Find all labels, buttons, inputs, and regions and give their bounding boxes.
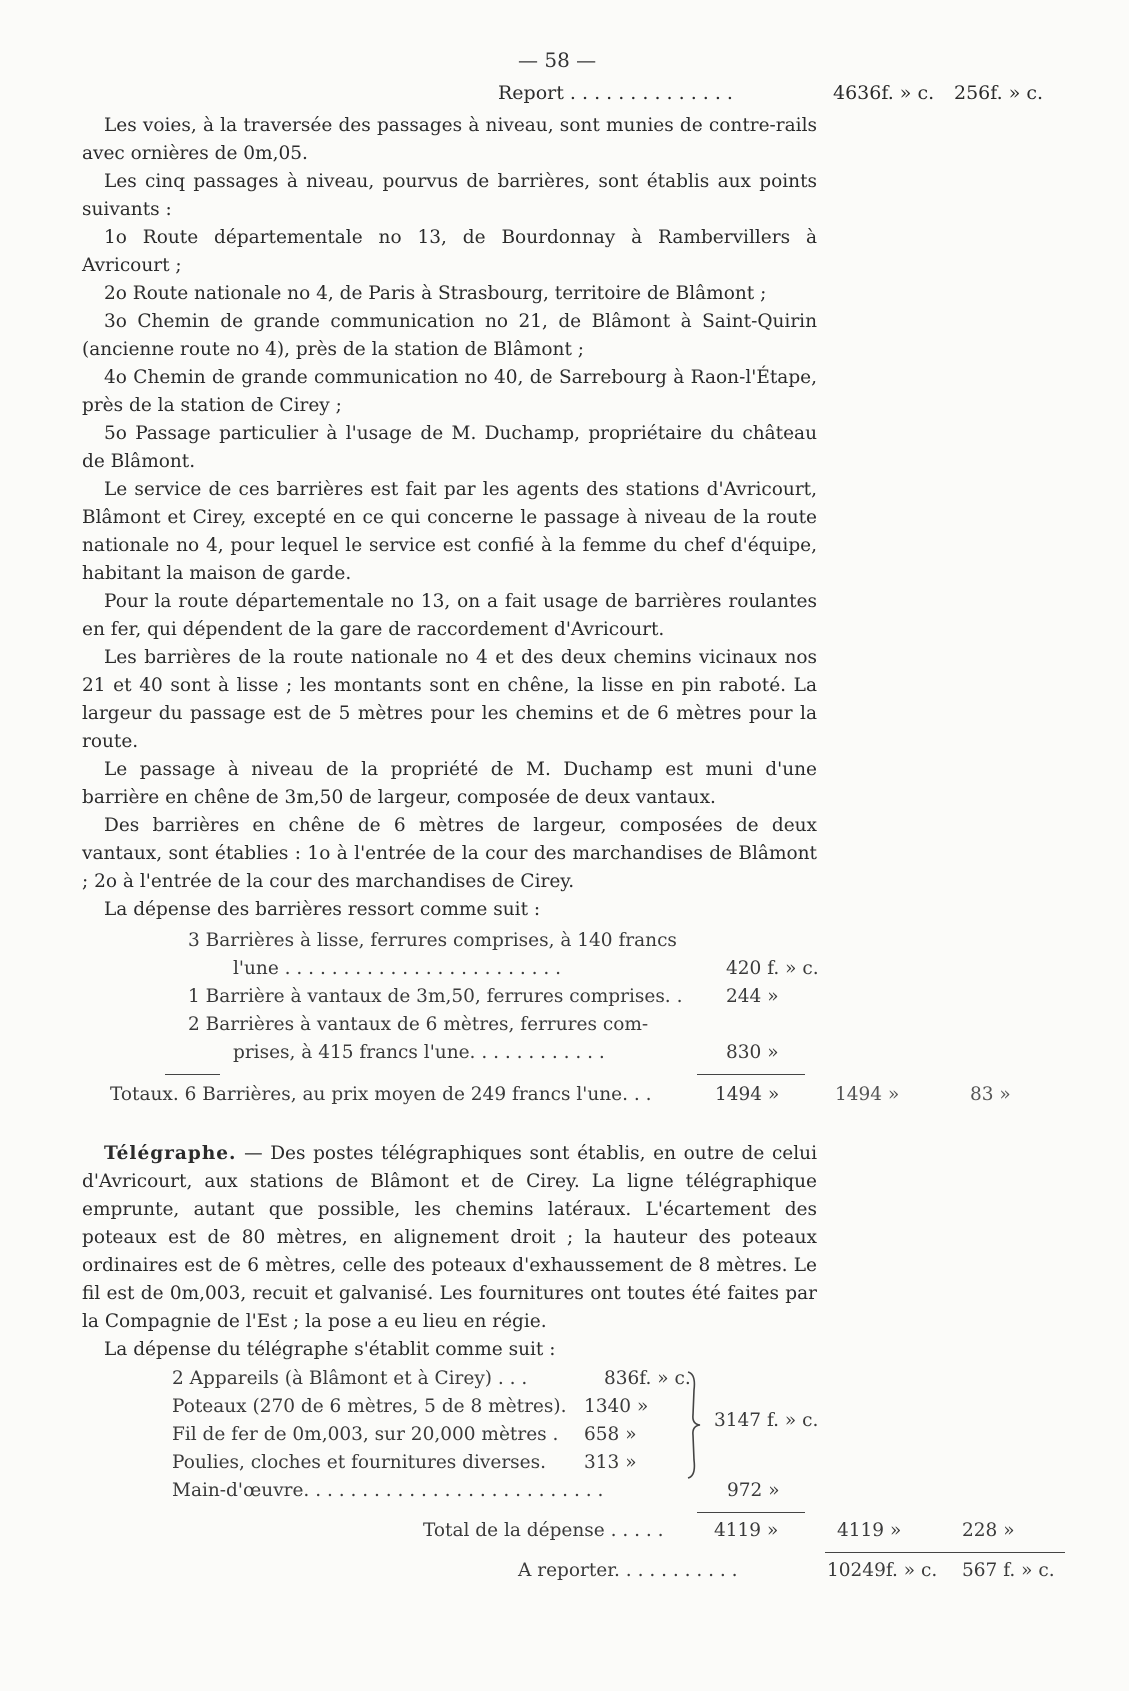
- list-item-4: 4o Chemin de grande communication no 40, de Sarrebourg à Raon-l'Étape, près de la station de Cirey ;: [82, 367, 817, 416]
- report-value-1: 4636f. » c.: [833, 82, 935, 104]
- telegraphe-row-2-label: Poteaux (270 de 6 mètres, 5 de 8 mètres).: [172, 1396, 567, 1417]
- barriere-row-1-label: 3 Barrières à lisse, ferrures comprises, à 140 francs: [188, 930, 677, 951]
- barriere-row-3-cont: prises, à 415 francs l'une. . . . . . . . . . . .: [233, 1042, 605, 1063]
- paragraph-route-13: Pour la route départementale no 13, on a fait usage de barrières roulantes en fer, qui dépendent de la gare de raccordement d'Avricourt.: [82, 591, 817, 640]
- divider: [697, 1512, 805, 1513]
- divider: [165, 1074, 220, 1075]
- telegraphe-text: — Des postes télégraphiques sont établis, en outre de celui d'Avricourt, aux stations de Blâmont et de Cirey. La ligne télégraphique emprunte, autant que possible, les chemins latéraux. L'écartement des poteaux est de 80 mètres, en alignement droit ; la hauteur des poteaux ordinaires est de 6 mètres, celle des poteaux d'exhaussement de 8 mètres. Le fil est de 0m,003, recuit et galvanisé. Les fournitures ont toutes été faites par la Compagnie de l'Est ; la pose a eu lieu en régie.: [82, 1143, 817, 1332]
- barriere-row-2-value: 244 »: [726, 986, 779, 1007]
- telegraphe-row-3-label: Fil de fer de 0m,003, sur 20,000 mètres .: [172, 1424, 559, 1445]
- barriere-row-1-value: 420 f. » c.: [726, 958, 819, 979]
- barrieres-total-value: 1494 »: [715, 1084, 780, 1105]
- a-reporter-value-2: 567 f. » c.: [962, 1560, 1055, 1581]
- barriere-row-3-value: 830 »: [726, 1042, 779, 1063]
- telegraphe-row-1-value: 836f. » c.: [604, 1368, 691, 1389]
- a-reporter-value-1: 10249f. » c.: [827, 1560, 938, 1581]
- divider: [697, 1074, 805, 1075]
- list-item-5: 5o Passage particulier à l'usage de M. Duchamp, propriétaire du château de Blâmont.: [82, 423, 817, 472]
- paragraph-depense: La dépense des barrières ressort comme suit :: [104, 899, 541, 920]
- paragraph-1: Les voies, à la traversée des passages à niveau, sont munies de contre-rails avec ornières de 0m,05.: [82, 115, 817, 164]
- telegraphe-row-2-value: 1340 »: [584, 1396, 649, 1417]
- page-number: — 58 —: [518, 48, 597, 72]
- paragraph-service: Le service de ces barrières est fait par les agents des stations d'Avricourt, Blâmont et Cirey, excepté en ce qui concerne le passage à niveau de la route nationale no 4, pour lequel le service est confié à la femme du chef d'équipe, habitant la maison de garde.: [82, 479, 817, 584]
- barrieres-total-col-1: 1494 »: [835, 1084, 900, 1105]
- paragraph-vantaux: Des barrières en chêne de 6 mètres de largeur, composées de deux vantaux, sont établies : 1o à l'entrée de la cour des marchandises de Blâmont ; 2o à l'entrée de la cour des marchandises de Cirey.: [82, 815, 817, 892]
- telegraphe-total-value: 4119 »: [714, 1520, 779, 1541]
- telegraphe-total-label: Total de la dépense . . . . .: [423, 1520, 664, 1541]
- telegraphe-heading: Télégraphe.: [104, 1143, 237, 1164]
- barriere-row-3-label: 2 Barrières à vantaux de 6 mètres, ferrures com-: [188, 1014, 649, 1035]
- telegraphe-row-4-value: 313 »: [584, 1452, 637, 1473]
- report-value-2: 256f. » c.: [954, 82, 1044, 104]
- body-text: [82, 112, 817, 924]
- telegraphe-row-4-label: Poulies, cloches et fournitures diverses.: [172, 1452, 546, 1473]
- barriere-row-1-cont: l'une . . . . . . . . . . . . . . . . . . . . . . . .: [233, 958, 562, 979]
- main-oeuvre-value: 972 »: [727, 1480, 780, 1501]
- brace-icon: [684, 1370, 706, 1480]
- telegraphe-row-1-label: 2 Appareils (à Blâmont et à Cirey) . . .: [172, 1368, 528, 1389]
- report-label: Report . . . . . . . . . . . . . .: [498, 82, 733, 104]
- list-item-3: 3o Chemin de grande communication no 21, de Blâmont à Saint-Quirin (ancienne route no 4), près de la station de Blâmont ;: [82, 311, 817, 360]
- telegraphe-section: [82, 1140, 817, 1364]
- barriere-row-2-label: 1 Barrière à vantaux de 3m,50, ferrures comprises. .: [188, 986, 683, 1007]
- a-reporter-label: A reporter. . . . . . . . . . .: [518, 1560, 738, 1581]
- barrieres-total-label: Totaux. 6 Barrières, au prix moyen de 249 francs l'une. . .: [110, 1084, 652, 1105]
- divider: [825, 1552, 1065, 1553]
- barrieres-total-col-2: 83 »: [970, 1084, 1011, 1105]
- list-item-1: 1o Route départementale no 13, de Bourdonnay à Rambervillers à Avricourt ;: [82, 227, 817, 276]
- telegraphe-total-col-1: 4119 »: [837, 1520, 902, 1541]
- paragraph-lisse: Les barrières de la route nationale no 4 et des deux chemins vicinaux nos 21 et 40 sont à lisse ; les montants sont en chêne, la lisse en pin raboté. La largeur du passage est de 5 mètres pour les chemins et de 6 mètres pour la route.: [82, 647, 817, 752]
- telegraphe-intro: La dépense du télégraphe s'établit comme suit :: [104, 1339, 556, 1360]
- telegraphe-row-3-value: 658 »: [584, 1424, 637, 1445]
- telegraphe-total-col-2: 228 »: [962, 1520, 1015, 1541]
- list-item-2: 2o Route nationale no 4, de Paris à Strasbourg, territoire de Blâmont ;: [104, 283, 767, 304]
- telegraphe-brace-total: 3147 f. » c.: [714, 1410, 819, 1431]
- main-oeuvre-label: Main-d'œuvre. . . . . . . . . . . . . . . . . . . . . . . . . .: [172, 1480, 604, 1501]
- paragraph-duchamp: Le passage à niveau de la propriété de M. Duchamp est muni d'une barrière en chêne de 3m,50 de largeur, composée de deux vantaux.: [82, 759, 817, 808]
- paragraph-2: Les cinq passages à niveau, pourvus de barrières, sont établis aux points suivants :: [82, 171, 817, 220]
